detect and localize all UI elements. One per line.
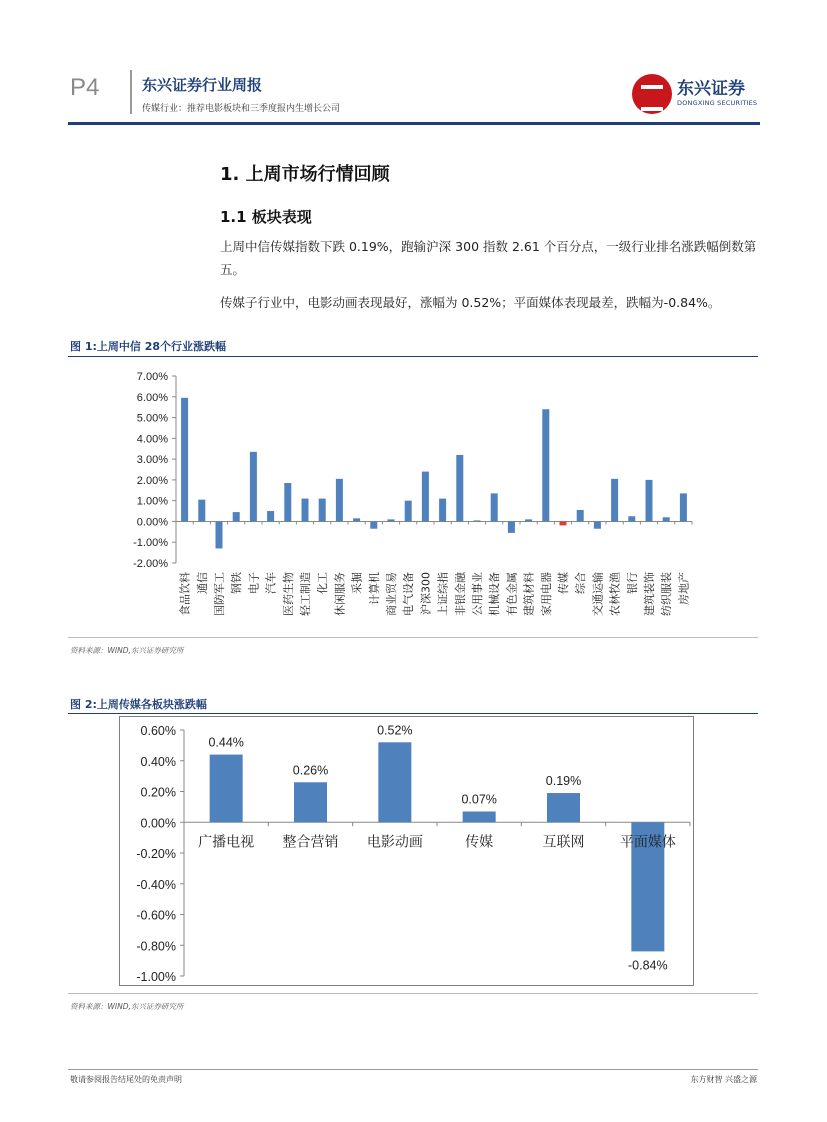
- chart2-category-label: 平面媒体: [619, 834, 676, 851]
- chart1-category-label: 轻工制造: [299, 572, 312, 616]
- chart1-y-tick-label: -1.00%: [133, 537, 168, 550]
- logo-en-text: DONGXING SECURITIES: [677, 99, 758, 107]
- chart1-category-label: 钢铁: [230, 572, 244, 594]
- chart2-y-tick-label: -0.60%: [136, 908, 176, 923]
- chart2-data-label: -0.84%: [628, 958, 668, 973]
- paragraph-2: 传媒子行业中，电影动画表现最好，涨幅为 0.52%；平面媒体表现最差，跌幅为-0.84%。: [220, 295, 721, 310]
- chart2-y-tick-label: -1.00%: [136, 970, 176, 984]
- chart2-bar: [463, 811, 496, 822]
- chart1-category-label: 医药生物: [281, 572, 295, 616]
- chart1-category-label: 通信: [195, 572, 209, 594]
- chart2-y-tick-label: -0.20%: [136, 847, 176, 861]
- chart1-category-label: 银行: [625, 572, 639, 594]
- chart2-bar: [378, 742, 411, 822]
- chart1-category-label: 公用事业: [471, 572, 484, 616]
- chart2-category-label: 整合营销: [282, 834, 339, 851]
- chart1-category-label: 综合: [574, 572, 588, 594]
- chart1-category-label: 家用电器: [539, 572, 553, 616]
- chart1-category-label: 机械设备: [488, 572, 502, 616]
- chart1-y-tick-label: 5.00%: [136, 412, 168, 425]
- chart1-category-label: 休闲服务: [333, 572, 347, 616]
- chart1-category-label: 纺织服装: [660, 572, 674, 616]
- chart1-category-label: 电子: [247, 572, 261, 594]
- chart2-category-label: 电影动画: [366, 834, 423, 851]
- chart1-category-label: 汽车: [264, 572, 278, 594]
- chart2-bar: [547, 793, 580, 822]
- paragraph-1: 上周中信传媒指数下跌 0.19%，跑输沪深 300 指数 2.61 个百分点，一级行业排名涨跌幅倒数第五。: [220, 239, 757, 277]
- chart1-category-label: 有色金属: [505, 572, 519, 616]
- chart2-data-label: 0.44%: [208, 735, 244, 750]
- logo-cn-text: 东兴证券: [677, 79, 745, 99]
- chart1-category-label: 电气设备: [402, 572, 416, 616]
- chart1-category-label: 非银金融: [453, 572, 467, 616]
- figure1-title: 图 1:上周中信 28个行业涨跌幅: [70, 340, 227, 353]
- chart1-category-label: 商业贸易: [385, 572, 398, 616]
- chart2-y-tick-label: -0.40%: [136, 877, 176, 892]
- figure1-source: 资料来源：WIND,东兴证券研究所: [70, 646, 184, 655]
- chart1-category-label: 农林牧渔: [608, 572, 622, 616]
- chart2-bar: [210, 755, 243, 823]
- disclaimer-note: 敬请参阅报告结尾处的免责声明: [70, 1075, 182, 1084]
- chart1-category-label: 建筑装饰: [643, 572, 656, 616]
- chart2-y-tick-label: 0.20%: [140, 785, 176, 800]
- footer-slogan: 东方财智 兴盛之源: [690, 1075, 757, 1084]
- subsection-heading: 1.1 板块表现: [220, 208, 312, 226]
- page-number: P4: [70, 74, 100, 101]
- chart2-data-label: 0.07%: [461, 792, 497, 807]
- chart1-category-label: 采掘: [350, 572, 364, 594]
- chart1-category-label: 建筑材料: [522, 572, 536, 616]
- chart2-category-label: 传媒: [465, 834, 494, 851]
- chart2-bar: [294, 782, 327, 822]
- chart1-category-label: 计算机: [367, 572, 381, 605]
- chart1-y-tick-label: 1.00%: [136, 495, 168, 508]
- chart1-category-label: 沪深300: [419, 572, 433, 615]
- chart1-category-label: 上证综指: [436, 572, 450, 616]
- chart2-category-label: 广播电视: [198, 834, 255, 851]
- chart2-data-label: 0.19%: [545, 774, 582, 789]
- chart1-category-label: 房地产: [677, 572, 691, 605]
- footer-rule: [68, 1069, 758, 1070]
- chart2-category-label: 互联网: [542, 834, 585, 851]
- chart2-data-label: 0.26%: [292, 763, 329, 778]
- chart1-category-label: 传媒: [557, 572, 570, 594]
- report-title: 东兴证券行业周报: [142, 76, 263, 94]
- figure2-source: 资料来源：WIND,东兴证券研究所: [70, 1002, 184, 1011]
- figure2-title: 图 2:上周传媒各板块涨跌幅: [70, 698, 207, 711]
- chart1-y-tick-label: 6.00%: [136, 391, 168, 404]
- chart1-y-tick-label: -2.00%: [133, 558, 168, 570]
- figure2-bottom-rule: [68, 993, 758, 994]
- report-subtitle: 传媒行业：推荐电影板块和三季度报内生增长公司: [142, 104, 341, 114]
- chart1-y-tick-label: 4.00%: [136, 433, 168, 446]
- chart1-y-tick-label: 0.00%: [136, 516, 168, 529]
- chart1-y-tick-label: 2.00%: [136, 474, 168, 487]
- chart2-y-tick-label: 0.40%: [140, 754, 176, 769]
- chart2-data-label: 0.52%: [377, 723, 413, 738]
- chart1-category-label: 食品饮料: [178, 572, 192, 616]
- section-heading: 1. 上周市场行情回顾: [220, 164, 390, 185]
- chart2-y-tick-label: 0.00%: [140, 816, 176, 831]
- chart1-category-label: 化工: [316, 572, 330, 594]
- chart1-y-tick-label: 3.00%: [136, 454, 168, 467]
- chart2-y-tick-label: 0.60%: [140, 724, 176, 738]
- chart2-y-tick-label: -0.80%: [136, 939, 176, 954]
- chart1-category-label: 国防军工: [213, 572, 226, 616]
- chart1-y-tick-label: 7.00%: [136, 371, 168, 383]
- chart1-category-label: 交通运输: [591, 572, 605, 616]
